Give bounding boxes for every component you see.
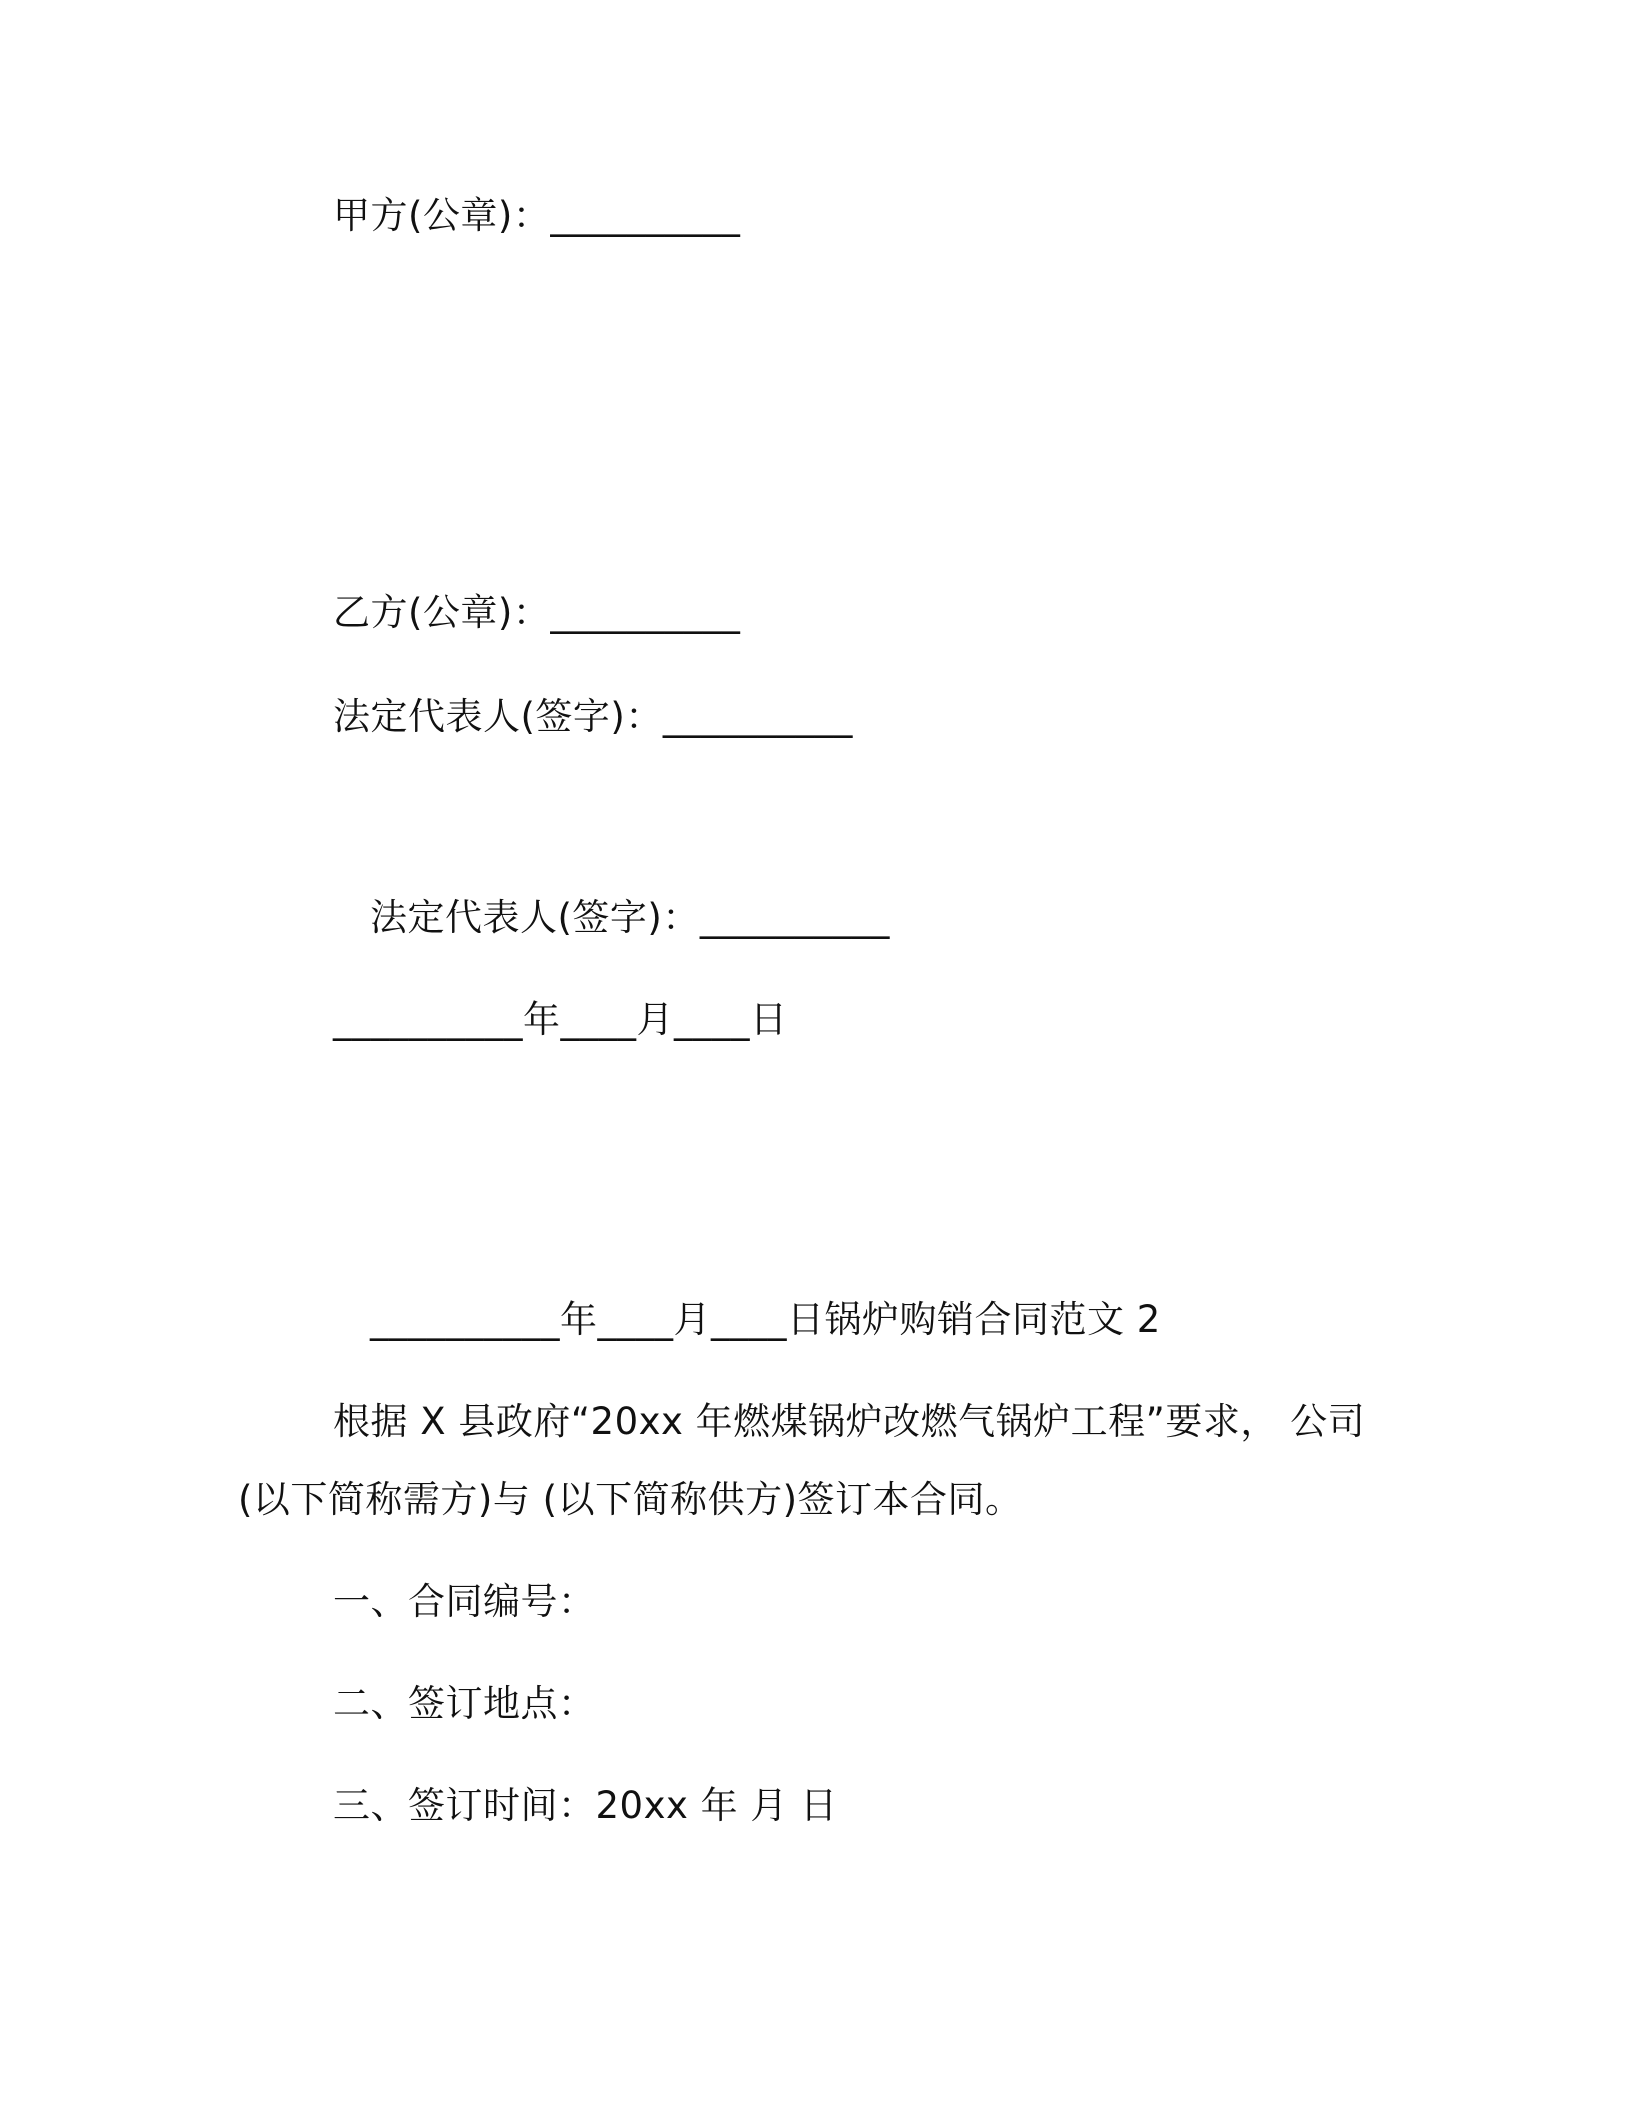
contract-number-item: 一、合同编号：	[333, 1580, 596, 1623]
legal-representative-signature-line: 法定代表人(签字)：__________	[333, 695, 853, 738]
party-b-seal-line: 乙方(公章)：__________	[333, 591, 741, 634]
date-line: __________年____月____日	[333, 998, 788, 1041]
intro-paragraph-line-1: 根据 X 县政府“20xx 年燃煤锅炉改燃气锅炉工程”要求， 公司	[333, 1400, 1366, 1443]
intro-paragraph-line-2: (以下简称需方)与 (以下简称供方)签订本合同。	[238, 1478, 1023, 1521]
section-title: __________年____月____日锅炉购销合同范文 2	[370, 1298, 1161, 1341]
signing-place-item: 二、签订地点：	[333, 1682, 596, 1725]
signing-time-item: 三、签订时间：20xx 年 月 日	[333, 1784, 838, 1827]
legal-representative-signature-line-2: 法定代表人(签字)：__________	[370, 896, 890, 939]
party-a-seal-line: 甲方(公章)：__________	[333, 194, 741, 237]
